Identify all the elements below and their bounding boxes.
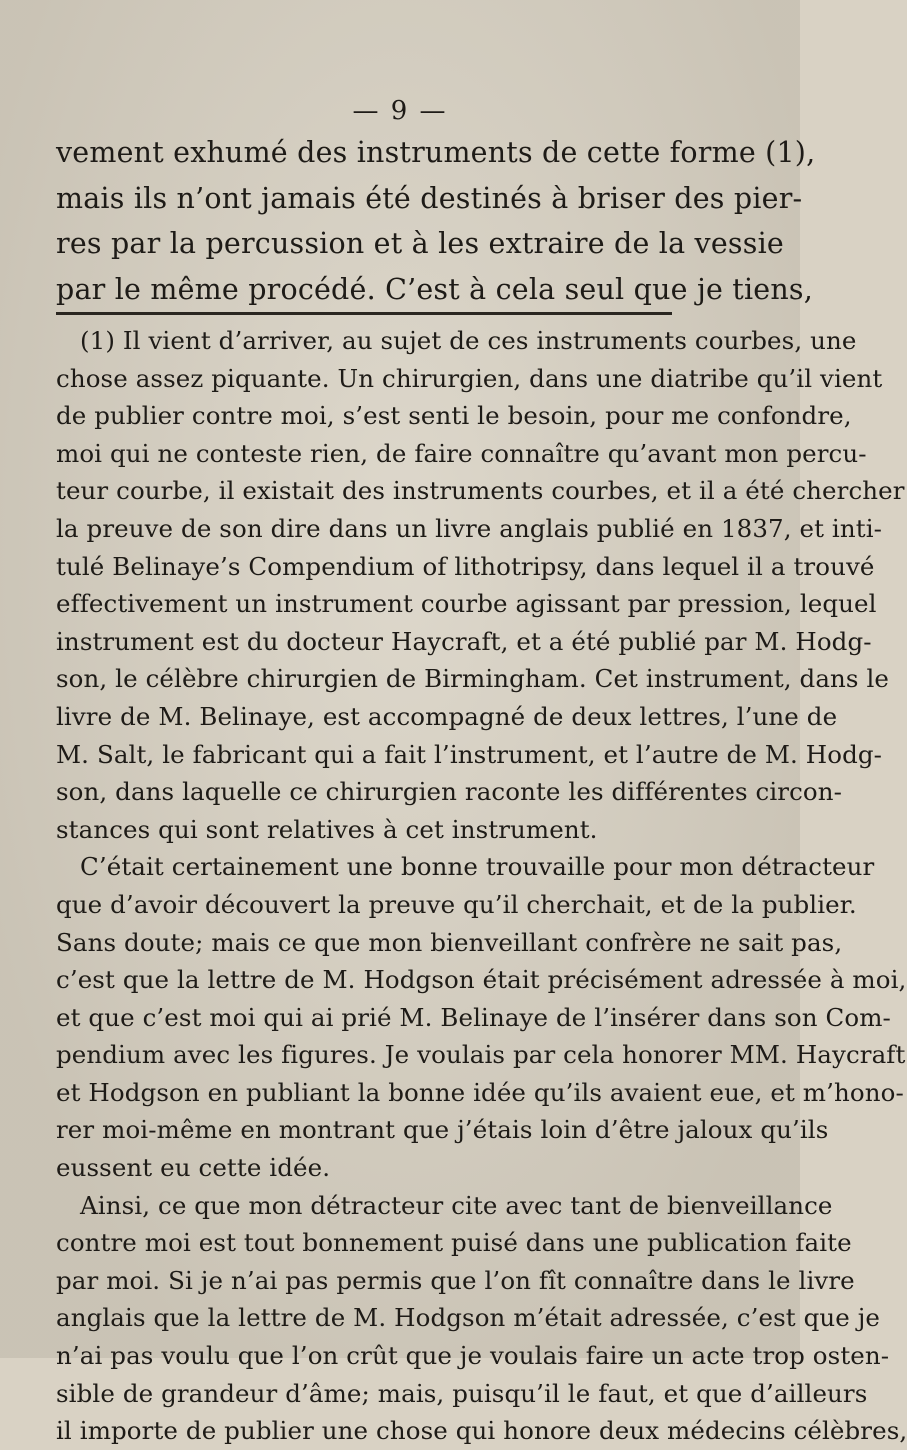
main-text-line: mais ils n’ont jamais été destinés à briser des pier- <box>56 181 803 215</box>
footnote-line: teur courbe, il existait des instruments courbes, et il a été chercher <box>56 476 905 506</box>
footnote-line: Sans doute; mais ce que mon bienveillant confrère ne sait pas, <box>56 927 843 957</box>
footnote-line: de publier contre moi, s’est senti le besoin, pour me confondre, <box>56 401 852 431</box>
main-text-line: par le même procédé. C’est à cela seul que je tiens, <box>56 272 813 306</box>
main-text-line: vement exhumé des instruments de cette forme (1), <box>56 136 816 169</box>
footnote-line: et que c’est moi qui ai prié M. Belinaye de l’insérer dans son Com- <box>56 1002 891 1032</box>
footnote-line: tulé Belinaye’s Compendium of lithotripsy, dans lequel il a trouvé <box>56 551 875 581</box>
footnote <box>56 322 907 1450</box>
footnote-line: la preuve de son dire dans un livre anglais publié en 1837, et inti- <box>56 513 883 543</box>
footnote-line: c’est que la lettre de M. Hodgson était précisément adressée à moi, <box>56 965 907 995</box>
main-text <box>56 130 816 312</box>
footnote-line: par moi. Si je n’ai pas permis que l’on fît connaître dans le livre <box>56 1265 855 1295</box>
footnote-line: (1) Il vient d’arriver, au sujet de ces instruments courbes, une <box>80 326 857 355</box>
footnote-line: M. Salt, le fabricant qui a fait l’instrument, et l’autre de M. Hodg- <box>56 739 883 769</box>
footnote-line: contre moi est tout bonnement puisé dans une publication faite <box>56 1228 852 1258</box>
footnote-line: que d’avoir découvert la preuve qu’il cherchait, et de la publier. <box>56 889 857 919</box>
footnote-line: son, dans laquelle ce chirurgien raconte les différentes circon- <box>56 777 843 807</box>
footnote-line: son, le célèbre chirurgien de Birmingham. Cet instrument, dans le <box>56 664 890 694</box>
footnote-line: il importe de publier une chose qui honore deux médecins célèbres, <box>56 1416 907 1446</box>
footnote-line: eussent eu cette idée. <box>56 1153 331 1183</box>
footnote-separator <box>56 312 672 315</box>
footnote-line: moi qui ne conteste rien, de faire connaître qu’avant mon percu- <box>56 438 867 468</box>
footnote-line: sible de grandeur d’âme; mais, puisqu’il le faut, et que d’ailleurs <box>56 1378 868 1408</box>
footnote-line: rer moi-même en montrant que j’étais loin d’être jaloux qu’ils <box>56 1115 829 1145</box>
page-number: — 9 — <box>352 96 448 126</box>
footnote-line: Ainsi, ce que mon détracteur cite avec tant de bienveillance <box>80 1190 833 1220</box>
footnote-line: instrument est du docteur Haycraft, et a été publié par M. Hodg- <box>56 626 872 656</box>
footnote-line: stances qui sont relatives à cet instrument. <box>56 814 598 844</box>
footnote-line: et Hodgson en publiant la bonne idée qu’ils avaient eue, et m’hono- <box>56 1077 904 1107</box>
footnote-line: effectivement un instrument courbe agissant par pression, lequel <box>56 589 877 619</box>
main-text-line: res par la percussion et à les extraire de la vessie <box>56 227 784 260</box>
footnote-line: pendium avec les figures. Je voulais par cela honorer MM. Haycraft <box>56 1040 906 1070</box>
footnote-line: anglais que la lettre de M. Hodgson m’était adressée, c’est que je <box>56 1303 881 1333</box>
footnote-line: chose assez piquante. Un chirurgien, dans une diatribe qu’il vient <box>56 363 883 393</box>
footnote-line: C’était certainement une bonne trouvaille pour mon détracteur <box>80 852 875 882</box>
footnote-line: livre de M. Belinaye, est accompagné de deux lettres, l’une de <box>56 701 838 731</box>
footnote-line: n’ai pas voulu que l’on crût que je voulais faire un acte trop osten- <box>56 1341 890 1371</box>
